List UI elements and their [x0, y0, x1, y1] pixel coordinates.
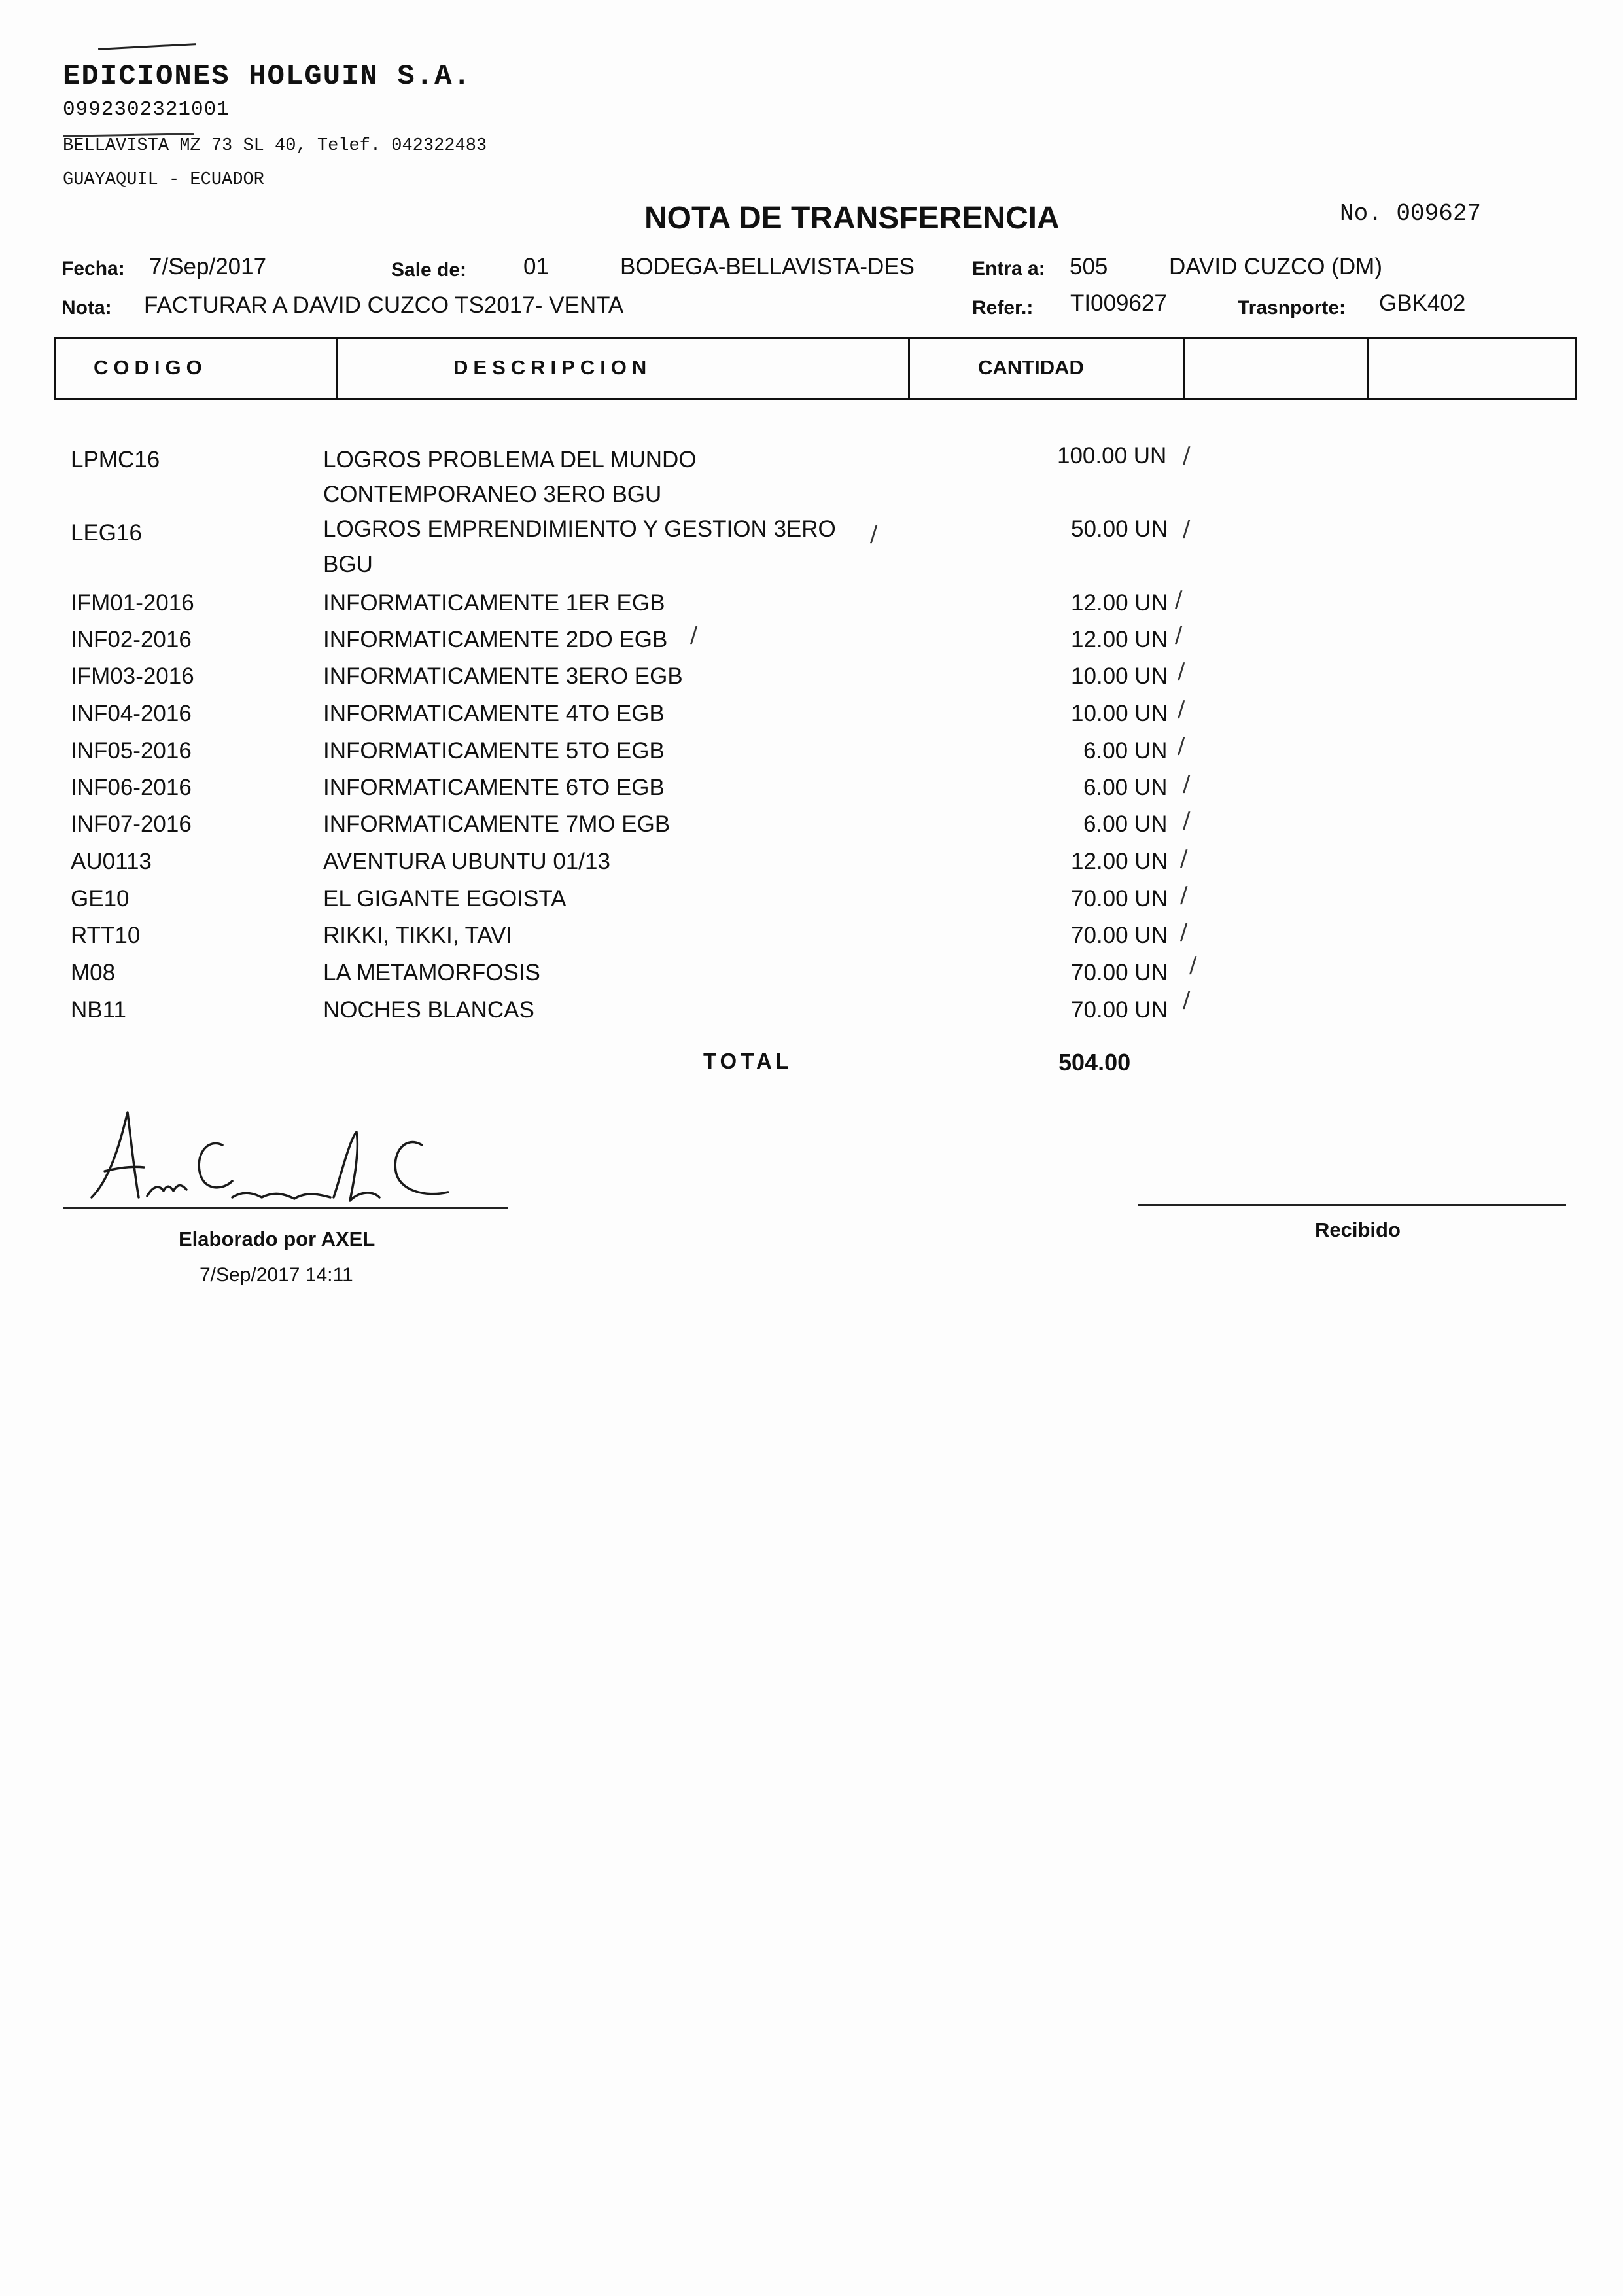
row-description-cont: CONTEMPORANEO 3ERO BGU [323, 482, 662, 507]
header-cantidad: CANTIDAD [978, 356, 1084, 379]
handwritten-signature [65, 1099, 484, 1217]
checkmark-icon: ∕ [1178, 733, 1185, 759]
sale-de-name: BODEGA-BELLAVISTA-DES [620, 254, 915, 279]
row-quantity: 70.00 UN [1071, 923, 1168, 948]
row-quantity: 70.00 UN [1071, 886, 1168, 911]
row-description: INFORMATICAMENTE 6TO EGB [323, 775, 665, 800]
checkmark-icon: ∕ [1178, 696, 1185, 722]
row-code: INF04-2016 [71, 701, 192, 726]
header-descripcion: DESCRIPCION [453, 356, 652, 379]
row-description: INFORMATICAMENTE 4TO EGB [323, 701, 665, 726]
row-quantity: 12.00 UN [1071, 627, 1168, 652]
row-description: INFORMATICAMENTE 5TO EGB [323, 738, 665, 764]
row-quantity: 6.00 UN [1083, 811, 1168, 837]
row-quantity: 6.00 UN [1083, 775, 1168, 800]
row-description: LA METAMORFOSIS [323, 960, 540, 985]
fecha-value: 7/Sep/2017 [149, 254, 267, 279]
prepared-timestamp: 7/Sep/2017 14:11 [200, 1264, 353, 1286]
row-description: INFORMATICAMENTE 1ER EGB [323, 590, 665, 616]
company-address: BELLAVISTA MZ 73 SL 40, Telef. 042322483 [63, 136, 487, 156]
row-description: RIKKI, TIKKI, TAVI [323, 923, 513, 948]
checkmark-icon: ∕ [1175, 622, 1183, 648]
total-value: 504.00 [1058, 1049, 1131, 1076]
checkmark-icon: ∕ [1183, 771, 1191, 797]
fecha-label: Fecha: [61, 258, 125, 279]
transporte-value: GBK402 [1379, 291, 1466, 316]
row-description: NOCHES BLANCAS [323, 997, 534, 1023]
checkmark-icon: ∕ [1183, 807, 1191, 834]
row-code: IFM01-2016 [71, 590, 194, 616]
row-code: RTT10 [71, 923, 141, 948]
checkmark-icon: ∕ [1180, 919, 1188, 945]
row-quantity: 70.00 UN [1071, 960, 1168, 985]
company-ruc: 0992302321001 [63, 98, 230, 121]
checkmark-icon: ∕ [1183, 442, 1191, 468]
row-code: INF02-2016 [71, 627, 192, 652]
row-quantity: 100.00 UN [1057, 443, 1167, 468]
checkmark-icon: ∕ [1189, 952, 1197, 978]
document-title: NOTA DE TRANSFERENCIA [644, 201, 1060, 236]
row-code: INF05-2016 [71, 738, 192, 764]
row-description: LOGROS PROBLEMA DEL MUNDO [323, 447, 697, 472]
row-quantity: 6.00 UN [1083, 738, 1168, 764]
row-code: IFM03-2016 [71, 663, 194, 689]
row-code: AU0113 [71, 849, 152, 874]
handwritten-strike-mark [98, 43, 196, 50]
company-city: GUAYAQUIL - ECUADOR [63, 170, 264, 190]
nota-value: FACTURAR A DAVID CUZCO TS2017- VENTA [144, 292, 624, 318]
row-code: LEG16 [71, 520, 142, 546]
table-header-box [54, 337, 1577, 400]
row-code: LPMC16 [71, 447, 160, 472]
entra-a-code: 505 [1070, 254, 1108, 279]
refer-label: Refer.: [972, 297, 1034, 319]
row-description: INFORMATICAMENTE 7MO EGB [323, 811, 671, 837]
row-quantity: 50.00 UN [1071, 516, 1168, 542]
total-label: TOTAL [703, 1049, 793, 1073]
entra-a-name: DAVID CUZCO (DM) [1169, 254, 1382, 279]
checkmark-icon: ∕ [1175, 586, 1183, 612]
transporte-label: Trasnporte: [1238, 297, 1346, 319]
column-divider [1367, 337, 1369, 400]
prepared-by-label: Elaborado por AXEL [179, 1227, 375, 1250]
sale-de-label: Sale de: [391, 259, 467, 281]
company-name: EDICIONES HOLGUIN S.A. [63, 60, 472, 93]
column-divider [1183, 337, 1185, 400]
signature-line [63, 1207, 508, 1209]
checkmark-icon: ∕ [1178, 658, 1185, 684]
nota-label: Nota: [61, 297, 112, 319]
checkmark-icon: ∕ [1180, 845, 1188, 872]
column-divider [908, 337, 910, 400]
row-code: INF06-2016 [71, 775, 192, 800]
column-divider [336, 337, 338, 400]
received-label: Recibido [1315, 1218, 1401, 1241]
checkmark-icon: ∕ [870, 521, 878, 547]
row-quantity: 12.00 UN [1071, 590, 1168, 616]
checkmark-icon: ∕ [1183, 516, 1191, 542]
entra-a-label: Entra a: [972, 258, 1045, 279]
document-number: No. 009627 [1340, 200, 1482, 227]
row-description: INFORMATICAMENTE 3ERO EGB [323, 663, 683, 689]
header-codigo: CODIGO [94, 356, 207, 379]
checkmark-icon: ∕ [1183, 987, 1191, 1013]
row-description: INFORMATICAMENTE 2DO EGB [323, 627, 668, 652]
row-code: NB11 [71, 997, 126, 1023]
row-description: LOGROS EMPRENDIMIENTO Y GESTION 3ERO [323, 516, 836, 542]
received-signature-line [1138, 1204, 1566, 1206]
row-description: EL GIGANTE EGOISTA [323, 886, 567, 911]
row-code: M08 [71, 960, 116, 985]
checkmark-icon: ∕ [1180, 882, 1188, 908]
row-description-cont: BGU [323, 552, 373, 577]
refer-value: TI009627 [1070, 291, 1167, 316]
row-code: INF07-2016 [71, 811, 192, 837]
row-quantity: 10.00 UN [1071, 701, 1168, 726]
row-quantity: 10.00 UN [1071, 663, 1168, 689]
row-quantity: 70.00 UN [1071, 997, 1168, 1023]
row-description: AVENTURA UBUNTU 01/13 [323, 849, 610, 874]
sale-de-code: 01 [523, 254, 549, 279]
row-code: GE10 [71, 886, 130, 911]
row-quantity: 12.00 UN [1071, 849, 1168, 874]
checkmark-icon: ∕ [690, 622, 698, 648]
